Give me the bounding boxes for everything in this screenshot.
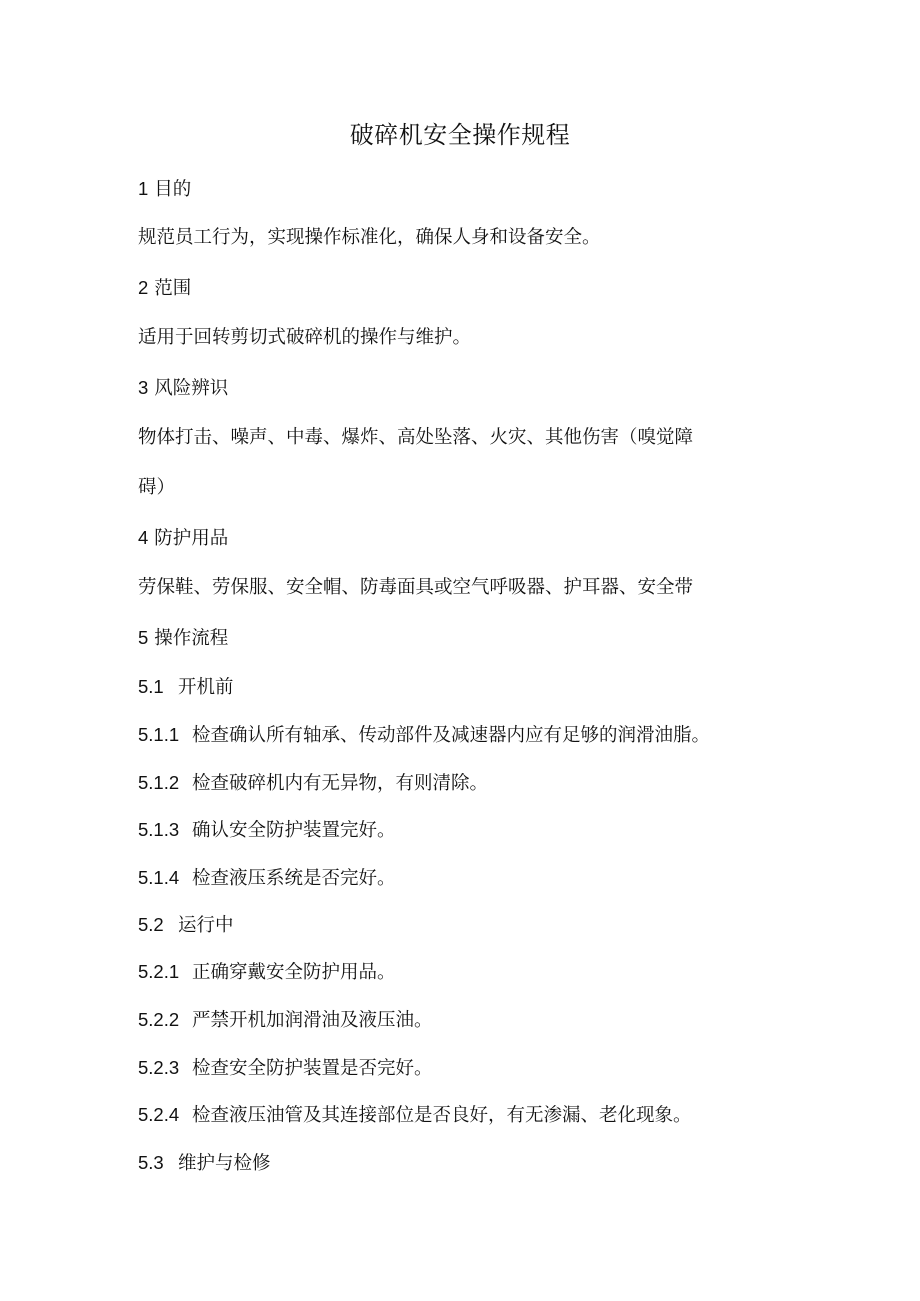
- section-heading-scope: [138, 276, 778, 301]
- section-number: 4: [138, 527, 149, 548]
- clause-number: 5.2.2: [138, 1009, 180, 1030]
- clause-text: 检查安全防护装置是否完好。: [192, 1058, 433, 1079]
- subsection-heading-before-start: [138, 675, 778, 700]
- clause-number: 5.2.3: [138, 1057, 180, 1078]
- section-heading-text: 操作流程: [154, 628, 229, 649]
- section-number: 5.1: [138, 676, 164, 697]
- clause-number: 5.1.2: [138, 772, 180, 793]
- clause-number: 5.1.3: [138, 819, 180, 840]
- clause-text: 检查确认所有轴承、传动部件及减速器内应有足够的润滑油脂。: [192, 725, 711, 746]
- clause-text: 检查破碎机内有无异物，有则清除。: [192, 773, 489, 794]
- clause-text: 检查液压系统是否完好。: [192, 868, 396, 889]
- clause-5-1-2: [138, 771, 778, 796]
- section-heading-ppe: [138, 526, 778, 551]
- clause-text: 严禁开机加润滑油及液压油。: [192, 1010, 433, 1031]
- clause-number: 5.1.4: [138, 867, 180, 888]
- clause-text: 检查液压油管及其连接部位是否良好，有无渗漏、老化现象。: [192, 1105, 692, 1126]
- section-heading-text: 目的: [154, 179, 192, 200]
- section-heading-risk: [138, 376, 778, 401]
- clause-5-2-3: [138, 1056, 778, 1081]
- clause-number: 5.1.1: [138, 724, 180, 745]
- document-title: 破碎机安全操作规程: [349, 121, 571, 149]
- section-number: 5: [138, 627, 149, 648]
- section-number: 5.2: [138, 914, 164, 935]
- clause-5-1-3: [138, 818, 778, 843]
- section-body-risk-line1: 物体打击、噪声、中毒、爆炸、高处坠落、火灾、其他伤害（嗅觉障: [138, 427, 694, 448]
- section-heading-procedure: [138, 626, 778, 651]
- section-heading-text: 风险辨识: [154, 378, 229, 399]
- clause-5-2-1: [138, 960, 778, 985]
- section-body-purpose: 规范员工行为，实现操作标准化，确保人身和设备安全。: [138, 227, 601, 248]
- section-number: 3: [138, 377, 149, 398]
- subsection-heading-running: [138, 913, 778, 938]
- section-body-scope: 适用于回转剪切式破碎机的操作与维护。: [138, 327, 472, 348]
- clause-text: 正确穿戴安全防护用品。: [192, 962, 396, 983]
- section-heading-text: 范围: [154, 278, 192, 299]
- section-number: 5.3: [138, 1152, 164, 1173]
- section-heading-purpose: [138, 177, 778, 202]
- clause-5-2-4: [138, 1103, 778, 1128]
- section-heading-text: 开机前: [178, 677, 234, 698]
- clause-number: 5.2.4: [138, 1104, 180, 1125]
- subsection-heading-maintenance: [138, 1151, 778, 1176]
- section-heading-text: 维护与检修: [178, 1153, 271, 1174]
- section-number: 1: [138, 178, 149, 199]
- clause-number: 5.2.1: [138, 961, 180, 982]
- section-body-risk-line2: 碍）: [138, 477, 176, 498]
- section-body-ppe: 劳保鞋、劳保服、安全帽、防毒面具或空气呼吸器、护耳器、安全带: [138, 577, 694, 598]
- clause-text: 确认安全防护装置完好。: [192, 820, 396, 841]
- clause-5-1-1: [138, 723, 778, 748]
- clause-5-1-4: [138, 866, 778, 891]
- clause-5-2-2: [138, 1008, 778, 1033]
- section-heading-text: 运行中: [178, 915, 234, 936]
- section-heading-text: 防护用品: [154, 528, 229, 549]
- section-number: 2: [138, 277, 149, 298]
